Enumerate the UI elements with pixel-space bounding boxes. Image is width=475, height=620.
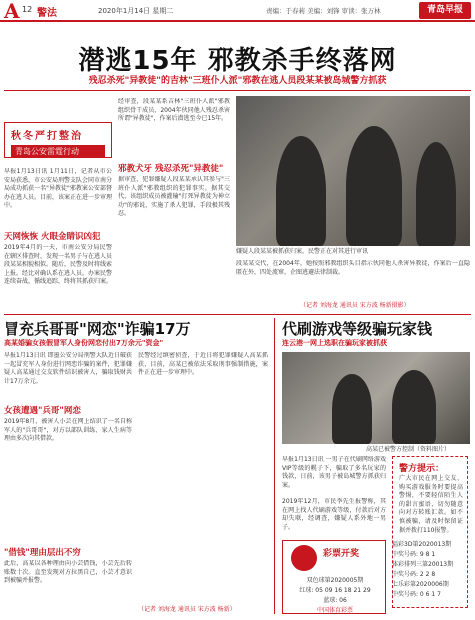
- lead-paragraph-2: 2019年4月的一天，市南公安分局民警在辖区排查时，发现一名男子与在逃人员段某某相貌相似。随后，民警及时将线索上报，经比对确认系在逃人员。办案民警连续奋战，循线追踪，终将其抓获归案。: [4, 244, 112, 286]
- column-divider: [274, 318, 275, 614]
- column-banner: [4, 122, 112, 158]
- lead-byline: （记者 刘海龙 通讯员 宋方波 杨新摄影）: [300, 302, 410, 309]
- divider: [4, 314, 471, 315]
- story2-section-heading-2: "借钱"理由层出不穷: [4, 548, 81, 558]
- person-figure: [392, 370, 436, 444]
- results-row: 中奖号码: 0 6 1 7: [392, 591, 441, 598]
- lead-section-heading-1: 天网恢恢 火眼金睛识凶犯: [4, 232, 101, 242]
- story2-paragraph-1: 早报1月13日讯 即墨公安分局刑警大队近日破获一起冒充军人身份进行网恋诈骗的案件，犯罪嫌疑人高某通过交友软件结识被害人，骗取钱财共计17万余元。: [4, 352, 132, 385]
- issue-date: 2020年1月14日 星期二: [98, 7, 174, 15]
- editor-credits: 责编：于春莉 美编：刘锋 审读：张万林: [266, 7, 381, 15]
- masthead: [0, 0, 475, 22]
- story3-photo-caption: 高某已被警方控制（资料图片）: [366, 446, 451, 453]
- results-row: 中奖号码: 2 2 8: [392, 571, 436, 578]
- lead-headline: 潜逃15年 邪教杀手终落网: [78, 46, 397, 76]
- lottery-red-balls: 红球: 05 09 16 18 21 29: [299, 587, 371, 594]
- lottery-footer: 中国体育彩票: [316, 607, 353, 614]
- person-figure: [416, 142, 456, 246]
- lottery-blue-ball: 蓝球: 06: [323, 597, 347, 604]
- results-row: 福彩3D第2020013期: [392, 541, 452, 548]
- results-row: 中奖号码: 9 8 1: [392, 551, 436, 558]
- story3-subhead: 连云港一网上选职在骗玩家被抓获: [282, 339, 387, 347]
- lead-section-heading-2: 邪教犬牙 残忍杀死"异教徒": [118, 164, 224, 174]
- story2-paragraph-4: 民警经过缜密侦查，于近日将犯罪嫌疑人高某抓获，目前，高某已被依法采取刑事强制措施，案件正在进一步审理中。: [138, 352, 268, 377]
- story2-byline: （记者 刘海龙 通讯员 宋方波 杨新）: [138, 606, 236, 613]
- story3-headline: 代刷游戏等级骗玩家钱: [282, 320, 433, 338]
- story2-paragraph-3: 此后，高某以各种理由向小芸借钱，小芸先后转账数十次。直至发现对方拉黑自己，小芸才意识到被骗并报警。: [4, 560, 132, 585]
- person-figure: [332, 374, 372, 444]
- lottery-logo-icon: [291, 545, 317, 571]
- divider: [4, 90, 471, 91]
- story2-section-heading-1: 女孩遭遇"兵哥"网恋: [4, 406, 81, 416]
- lead-paragraph-4: 据审查，犯罪嫌疑人段某某承认其参与"三班仆人派"邪教组织的犯罪事实。据其交代，该组织成员被灌输"打死异教徒为神立功"的邪说，实施了杀人犯罪，手段极其残忍。: [118, 176, 230, 218]
- story3-paragraph-2: 2019年12月，市民李先生报警称，其在网上找人代刷游戏等级，付款后对方却失联，经调查，嫌疑人系外地一男子。: [282, 498, 386, 531]
- lottery-results-list: [392, 540, 470, 614]
- lottery-draw: 双色球第2020005期: [306, 577, 364, 584]
- story3-paragraph-1: 早报1月13日讯 一男子在代刷网络游戏VIP等级的幌子下，骗取了多名玩家的钱款，日前，该男子被岛城警方抓获归案。: [282, 456, 386, 489]
- person-figure: [276, 136, 326, 246]
- newspaper-logo: 青岛早报: [419, 2, 471, 19]
- lead-paragraph-3: 经审查，段某某系吉林"三班仆人派"邪教组织骨干成员，2004年伙同他人残忍杀害所谓"异教徒"，作案后潜逃至今已15年。: [118, 98, 230, 123]
- results-row: 体彩排列三第20013期: [392, 561, 454, 568]
- column-banner-title: 秋冬严打整治: [11, 131, 83, 142]
- police-tips-body: 广大市民在网上交友、购买游戏服务时要提高警惕，不要轻信陌生人的甜言蜜语，切勿随意向对方转账汇款。如不慎被骗，请及时保留证据并拨打110报警。: [399, 475, 463, 534]
- page-number: 12: [22, 5, 33, 14]
- page-letter: A: [4, 0, 20, 23]
- results-row: 七乐彩第2020006期: [392, 581, 449, 588]
- lead-photo-caption: 嫌疑人段某某被抓获归案，民警正在对其进行审讯: [236, 248, 369, 255]
- story2-subhead: 高某婚骗女孩假冒军人身份网恋付出7万余元"资金": [4, 339, 164, 347]
- story2-paragraph-2: 2019年8月，被害人小芸在网上结识了一名自称军人的"兵哥哥"，对方以部队训练、家人生病等理由多次向其借款。: [4, 418, 132, 443]
- police-tips-title: 警方提示：: [399, 464, 445, 474]
- story3-photo: [282, 352, 470, 444]
- story2-headline: 冒充兵哥哥"网恋"诈骗17万: [4, 320, 191, 338]
- lead-paragraph-1: 早报1月13日讯 1月11日，记者从市公安局获悉，市公安局刑警支队会同市南分局成功抓获一名"异教徒"邪教案公安部督办在逃人员。目前，该案正在进一步审理中。: [4, 168, 112, 210]
- lead-photo: [236, 96, 470, 246]
- lead-paragraph-5: 段某某交代，在2004年，她按照邪教组织头目指示伙同他人杀害异教徒，作案后一直隐匿在外，四处流窜，企图逃避法律制裁。: [236, 260, 470, 276]
- column-banner-subtitle: 青岛公安雷霆行动: [11, 145, 105, 158]
- section-tag: 警法: [37, 8, 57, 19]
- lottery-box: [282, 540, 386, 614]
- lead-subhead: 残忍杀死"异教徒"的吉林"三班仆人派"邪教在逃人员段某某被岛城警方抓获: [88, 76, 387, 86]
- person-figure: [346, 126, 402, 246]
- lottery-title: 彩票开奖: [323, 549, 360, 559]
